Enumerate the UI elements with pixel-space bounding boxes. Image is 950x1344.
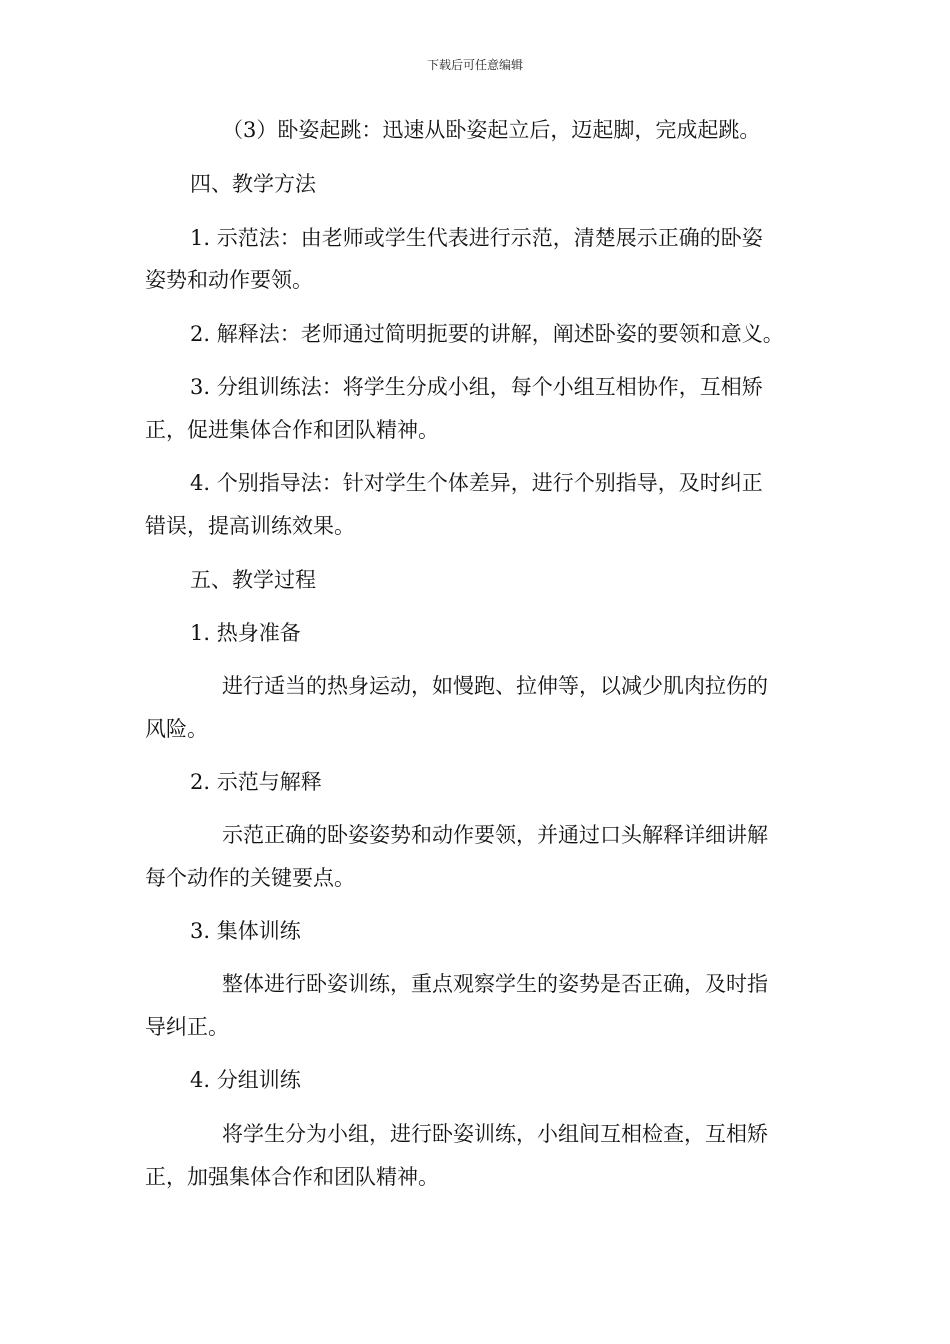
text-line: 错误，提高训练效果。 <box>145 514 355 538</box>
page-header: 下载后可任意编辑 <box>426 58 523 72</box>
text-line: 风险。 <box>145 717 208 741</box>
text-line: 4. 个别指导法：针对学生个体差异，进行个别指导，及时纠正 <box>190 471 763 495</box>
subheading: 3. 集体训练 <box>190 919 301 943</box>
text-line: 整体进行卧姿训练，重点观察学生的姿势是否正确，及时指 <box>222 972 768 996</box>
text-line: 1. 示范法：由老师或学生代表进行示范，清楚展示正确的卧姿 <box>190 226 763 250</box>
subheading: 1. 热身准备 <box>190 621 301 645</box>
section-heading-teaching-methods: 四、教学方法 <box>190 172 316 196</box>
text-line: （3）卧姿起跳：迅速从卧姿起立后，迈起脚，完成起跳。 <box>222 118 761 142</box>
subheading: 4. 分组训练 <box>190 1068 301 1092</box>
text-line: 每个动作的关键要点。 <box>145 866 355 890</box>
text-line: 姿势和动作要领。 <box>145 268 313 292</box>
text-line: 正，加强集体合作和团队精神。 <box>145 1165 439 1189</box>
text-line: 正，促进集体合作和团队精神。 <box>145 418 439 442</box>
text-line: 3. 分组训练法：将学生分成小组，每个小组互相协作，互相矫 <box>190 375 763 399</box>
text-line: 导纠正。 <box>145 1015 229 1039</box>
subheading: 2. 示范与解释 <box>190 770 322 794</box>
text-line: 示范正确的卧姿姿势和动作要领，并通过口头解释详细讲解 <box>222 823 768 847</box>
text-line: 2. 解释法：老师通过简明扼要的讲解，阐述卧姿的要领和意义。 <box>190 322 784 346</box>
section-heading-teaching-process: 五、教学过程 <box>190 568 316 592</box>
text-line: 将学生分为小组，进行卧姿训练，小组间互相检查，互相矫 <box>222 1122 768 1146</box>
text-line: 进行适当的热身运动，如慢跑、拉伸等，以减少肌肉拉伤的 <box>222 674 768 698</box>
